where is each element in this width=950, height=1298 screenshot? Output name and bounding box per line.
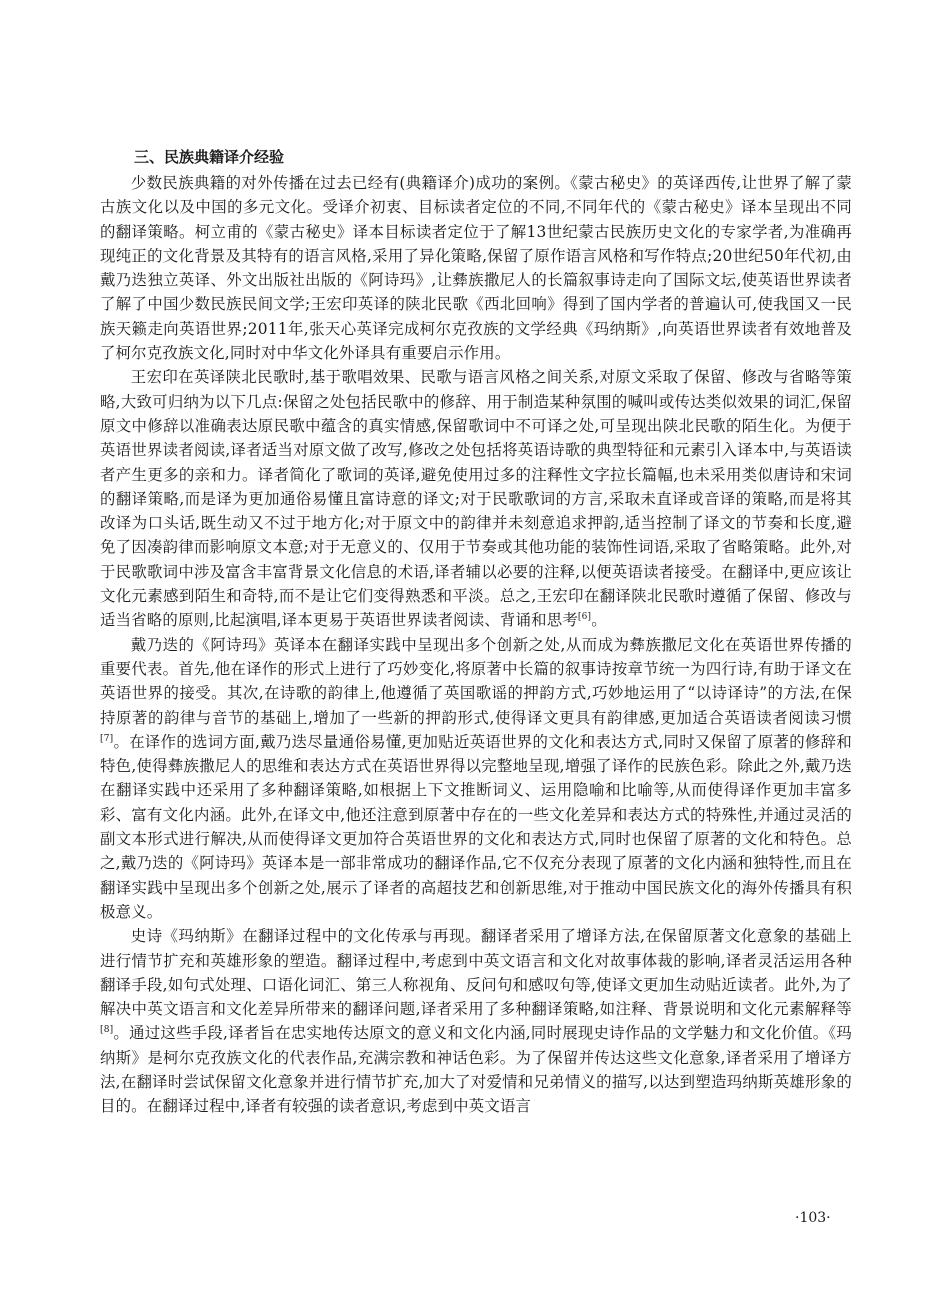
citation-7[interactable]: [7] <box>100 733 114 744</box>
paragraph-3 <box>100 633 852 925</box>
paragraph-1 <box>100 171 852 365</box>
citation-8[interactable]: [8] <box>100 1025 114 1036</box>
paragraph-4-text: 史诗《玛纳斯》在翻译过程中的文化传承与再现。翻译者采用了增译方法,在保留原著文化意象的基础上进行情节扩充和英雄形象的塑造。翻译过程中,考虑到中英文语言和文化对故事体裁的影响,译者灵活运用各种翻译手段,如句式处理、口语化词汇、第三人称视角、反问句和感叹句等,使译文更加生动贴近读者。此外,为了解决中英文语言和文化差异所带来的翻译问题,译者采用了多种翻译策略,如注释、背景说明和文化元素解释等 <box>100 927 852 1019</box>
paragraph-2 <box>100 365 852 632</box>
paragraph-3-text: 戴乃迭的《阿诗玛》英译本在翻译实践中呈现出多个创新之处,从而成为彝族撒尼文化在英语世界传播的重要代表。首先,他在译作的形式上进行了巧妙变化,将原著中长篇的叙事诗按章节统一为四行诗,有助于译文在英语世界的接受。其次,在诗歌的韵律上,他遵循了英国歌谣的押韵方式,巧妙地运用了“以诗译诗”的方法,在保持原著的韵律与音节的基础上,增加了一些新的押韵形式,使得译文更具有韵律感,更加适合英语读者阅读习惯 <box>100 635 852 727</box>
page-number: ·103· <box>795 1210 831 1226</box>
paragraph-2-end: 。 <box>591 611 607 630</box>
paragraph-1-text: 少数民族典籍的对外传播在过去已经有(典籍译介)成功的案例。《蒙古秘史》的英译西传,让世界了解了蒙古族文化以及中国的多元文化。受译介初衷、目标读者定位的不同,不同年代的《蒙古秘史》译本呈现出不同的翻译策略。柯立甫的《蒙古秘史》译本目标读者定位于了解13世纪蒙古民族历史文化的专家学者,为准确再现纯正的文化背景及其特有的语言风格,采用了异化策略,保留了原作语言风格和写作特点;20世纪50年代初,由戴乃迭独立英译、外文出版社出版的《阿诗玛》,让彝族撒尼人的长篇叙事诗走向了国际文坛,使英语世界读者了解了中国少数民族民间文学;王宏印英译的陕北民歌《西北回响》得到了国内学者的普遍认可,使我国又一民族天籁走向英语世界;2011年,张天心英译完成柯尔克孜族的文学经典《玛纳斯》,向英语世界读者有效地普及了柯尔克孜族文化,同时对中华文化外译具有重要启示作用。 <box>100 174 852 363</box>
paragraph-3-continued: 。在译作的选词方面,戴乃迭尽量通俗易懂,更加贴近英语世界的文化和表达方式,同时又保留了原著的修辞和特色,使得彝族撒尼人的思维和表达方式在英语世界得以完整地呈现,增强了译作的民族色彩。除此之外,戴乃迭在翻译实践中还采用了多种翻译策略,如根据上下文推断词义、运用隐喻和比喻等,从而使得译作更加丰富多彩、富有文化内涵。此外,在译文中,他还注意到原著中存在的一些文化差异和表达方式的特殊性,并通过灵活的副文本形式进行解决,从而使得译文更加符合英语世界的文化和表达方式,同时也保留了原著的文化和特色。总之,戴乃迭的《阿诗玛》英译本是一部非常成功的翻译作品,它不仅充分表现了原著的文化内涵和独特性,而且在翻译实践中呈现出多个创新之处,展示了译者的高超技艺和创新思维,对于推动中国民族文化的海外传播具有积极意义。 <box>100 732 852 921</box>
paragraph-2-text: 王宏印在英译陕北民歌时,基于歌唱效果、民歌与语言风格之间关系,对原文采取了保留、修改与省略等策略,大致可归纳为以下几点:保留之处包括民歌中的修辞、用于制造某种氛围的喊叫或传达类似效果的词汇,保留原文中修辞以准确表达原民歌中蕴含的真实情感,保留歌词中不可译之处,可呈现出陕北民歌的陌生化。为便于英语世界读者阅读,译者适当对原文做了改写,修改之处包括将英语诗歌的典型特征和元素引入译本中,与英语读者产生更多的亲和力。译者简化了歌词的英译,避免使用过多的注释性文字拉长篇幅,也未采用类似唐诗和宋词的翻译策略,而是译为更加通俗易懂且富诗意的译文;对于民歌歌词的方言,采取未直译或音译的策略,而是将其改译为口头话,既生动又不过于地方化;对于原文中的韵律并未刻意追求押韵,适当控制了译文的节奏和长度,避免了因凑韵律而影响原文本意;对于无意义的、仅用于节奏或其他功能的装饰性词语,采取了省略策略。此外,对于民歌歌词中涉及富含丰富背景文化信息的术语,译者辅以必要的注释,以便英语读者接受。在翻译中,更应该让文化元素感到陌生和奇特,而不是让它们变得熟悉和平淡。总之,王宏印在翻译陕北民歌时遵循了保留、修改与适当省略的原则,比起演唱,译本更易于英语世界读者阅读、背诵和思考 <box>100 368 852 630</box>
citation-6[interactable]: [6] <box>577 612 592 623</box>
paragraph-4-continued: 。通过这些手段,译者旨在忠实地传达原文的意义和文化内涵,同时展现史诗作品的文学魅力和文化价值。《玛纳斯》是柯尔克孜族文化的代表作品,充满宗教和神话色彩。为了保留并传达这些文化意象,译者采用了增译方法,在翻译时尝试保留文化意象并进行情节扩充,加大了对爱情和兄弟情义的描写,以达到塑造玛纳斯英雄形象的目的。在翻译过程中,译者有较强的读者意识,考虑到中英文语言 <box>100 1024 852 1116</box>
paragraph-4 <box>100 924 852 1118</box>
article-body <box>100 145 852 1119</box>
section-heading: 三、民族典籍译介经验 <box>134 148 285 166</box>
